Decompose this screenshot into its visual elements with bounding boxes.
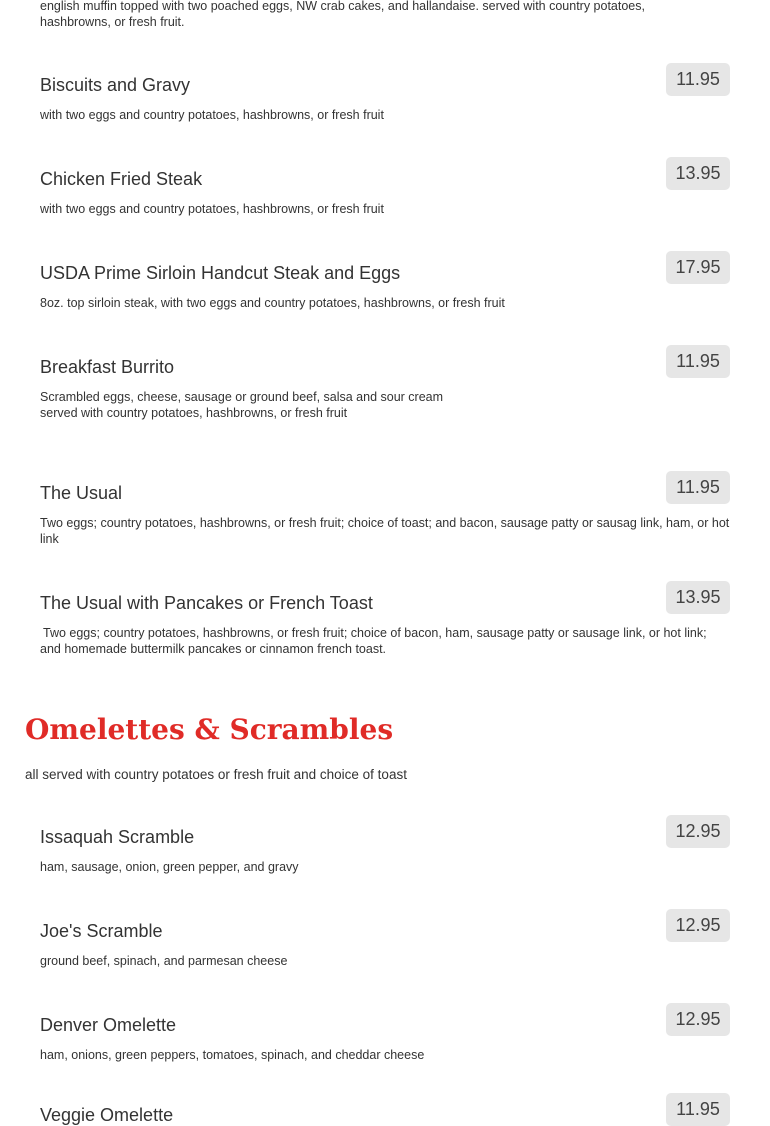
menu-item-biscuits-and-gravy <box>40 69 730 123</box>
menu-item-name: The Usual <box>40 483 123 503</box>
menu-item-description <box>40 389 730 421</box>
menu-item-name: Breakfast Burrito <box>40 357 175 377</box>
price-badge: 12.95 <box>666 815 730 848</box>
menu-item-issaquah-scramble <box>40 821 730 875</box>
menu-item-sirloin-steak-and-eggs <box>40 257 730 311</box>
price-badge: 11.95 <box>666 1093 730 1126</box>
menu-item-name: Veggie Omelette <box>40 1105 174 1125</box>
menu-item-name: Biscuits and Gravy <box>40 75 191 95</box>
price-badge: 13.95 <box>666 581 730 614</box>
menu-item-breakfast-burrito <box>40 351 730 421</box>
menu-item-description: Two eggs; country potatoes, hashbrowns, or fresh fruit; choice of bacon, ham, sausage patty or sausage link, or hot link; and homemade buttermilk pancakes or cinnamon french toast. <box>40 626 707 656</box>
price-badge: 13.95 <box>666 157 730 190</box>
price-badge: 12.95 <box>666 909 730 942</box>
price-badge: 17.95 <box>666 251 730 284</box>
menu-item-description-line: Scrambled eggs, cheese, sausage or ground beef, salsa and sour cream <box>40 390 444 404</box>
price-badge: 11.95 <box>666 345 730 378</box>
price-badge: 11.95 <box>666 63 730 96</box>
menu-item-description: 8oz. top sirloin steak, with two eggs and country potatoes, hashbrowns, or fresh fruit <box>40 296 505 310</box>
menu-item-description: ham, sausage, onion, green pepper, and gravy <box>40 860 299 874</box>
menu-item-name: The Usual with Pancakes or French Toast <box>40 593 373 613</box>
menu-item-veggie-omelette <box>40 1099 730 1126</box>
menu-item-name: Issaquah Scramble <box>40 827 195 847</box>
menu-item-joes-scramble <box>40 915 730 969</box>
menu-item-description: with two eggs and country potatoes, hashbrowns, or fresh fruit <box>40 108 384 122</box>
menu-item-description-line: served with country potatoes, hashbrowns, or fresh fruit <box>40 406 348 420</box>
menu-item-denver-omelette <box>40 1009 730 1063</box>
menu-item-name: Chicken Fried Steak <box>40 169 203 189</box>
menu-item-description: with two eggs and country potatoes, hashbrowns, or fresh fruit <box>40 202 384 216</box>
menu-item-description: ground beef, spinach, and parmesan cheese <box>40 954 288 968</box>
menu-item-name: USDA Prime Sirloin Handcut Steak and Eggs <box>40 263 401 283</box>
menu-item-name: Denver Omelette <box>40 1015 177 1035</box>
section-title-omelettes: Omelettes & Scrambles <box>25 713 394 746</box>
price-badge: 11.95 <box>666 471 730 504</box>
price-badge: 12.95 <box>666 1003 730 1036</box>
menu-item-description: ham, onions, green peppers, tomatoes, spinach, and cheddar cheese <box>40 1048 425 1062</box>
menu-item-description: english muffin topped with two poached eggs, NW crab cakes, and hallandaise. served with country potatoes, hashbrowns, or fresh fruit. <box>40 0 645 29</box>
menu-item-chicken-fried-steak <box>40 163 730 217</box>
menu-item-the-usual <box>40 477 730 547</box>
section-subtitle: all served with country potatoes or fresh fruit and choice of toast <box>25 767 407 782</box>
menu-item-name: Joe's Scramble <box>40 921 163 941</box>
menu-item-the-usual-with-pancakes <box>40 587 730 657</box>
menu-item-description: Two eggs; country potatoes, hashbrowns, or fresh fruit; choice of toast; and bacon, sausage patty or sausag link, ham, or hot link <box>40 516 730 546</box>
